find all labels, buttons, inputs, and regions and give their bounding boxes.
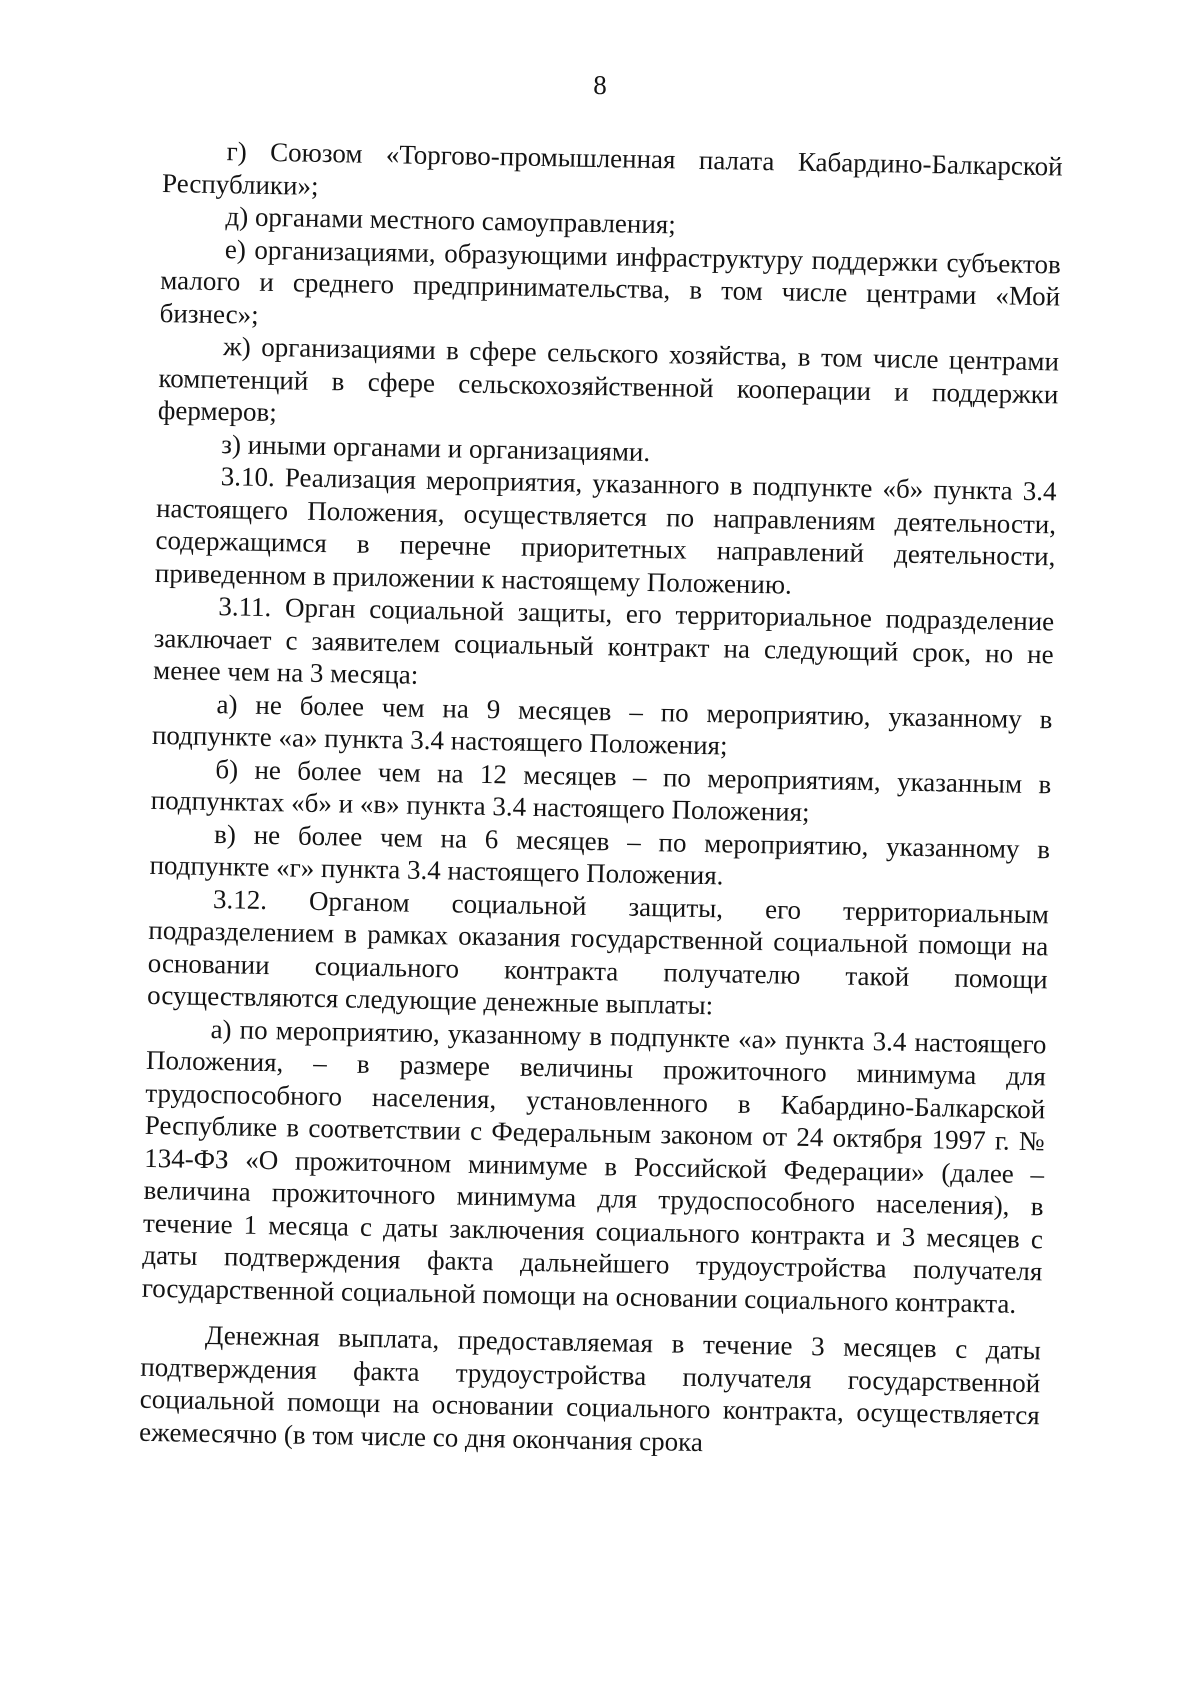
paragraph-3-12: 3.12. Органом социальной защиты, его территориальным подразделением в рамках оказания государственной социальной помощи на основании социального контракта получателю такой помощи осуществляются следующие денежные выплаты: [146, 883, 1050, 1021]
paragraph-3-11: 3.11. Орган социальной защиты, его территориальное подразделение заключает с заявителем социальный контракт на следующий срок, но не менее чем на 3 месяца: [152, 591, 1055, 690]
paragraph-3-11-a: а) не более чем на 9 месяцев – по мероприятию, указанному в подпункте «а» пункта 3.4 настоящего Положения; [151, 688, 1053, 761]
document-body [139, 134, 1063, 1464]
paragraph-zh-agriculture-organizations: ж) организациями в сфере сельского хозяйства, в том числе центрами компетенций в сфере сельскохозяйственной кооперации и поддержки фермеров; [157, 331, 1060, 428]
paragraph-e-business-infrastructure: е) организациями, образующими инфраструктуру поддержки субъектов малого и среднего предпринимательства, в том числе центрами «Мой бизнес»; [159, 233, 1062, 330]
paragraph-3-10: 3.10. Реализация мероприятия, указанного в подпункте «б» пункта 3.4 настоящего Положения, осуществляется по направлениям деятельности, содержащимся в перечне приоритетных направлений деятельности, приведенном в приложении к настоящему Положению. [154, 461, 1057, 600]
paragraph-d-local-government: д) органами местного самоуправления; [225, 201, 677, 240]
paragraph-z-other-bodies: з) иными органами и организациями. [221, 428, 651, 467]
page-number: 8 [593, 70, 607, 100]
paragraph-monetary-payment: Денежная выплата, предоставляемая в течение 3 месяцев с даты подтверждения факта трудоустройства получателя государственной социальной помощи на основании социального контракта, осуществляется ежемесячно (в том числе со дня окончания срока [138, 1319, 1042, 1457]
paragraph-3-12-a: а) по мероприятию, указанному в подпункте «а» пункта 3.4 настоящего Положения, – в размере величины прожиточного минимума для трудоспособного населения, установленного в Кабардино-Балкарской Республике в соответствии с Федеральным законом от 24 октября 1997 г. № 134-ФЗ «О прожиточном минимуме в Российской Федерации» (далее – величина прожиточного минимума для трудоспособного населения), в течение 1 месяца с даты заключения социального контракта и 3 месяцев с даты подтверждения факта дальнейшего трудоустройства получателя государственной социальной помощи на основании социального контракта. [141, 1013, 1047, 1319]
paragraph-3-11-b: б) не более чем на 12 месяцев – по мероприятиям, указанным в подпунктах «б» и «в» пункта 3.4 настоящего Положения; [150, 753, 1052, 827]
paragraph-3-11-v: в) не более чем на 6 месяцев – по мероприятию, указанному в подпункте «г» пункта 3.4 настоящего Положения. [149, 818, 1051, 891]
paragraph-g-chamber-of-commerce: г) Союзом «Торгово-промышленная палата Кабардино-Балкарской Республики»; [161, 136, 1063, 201]
